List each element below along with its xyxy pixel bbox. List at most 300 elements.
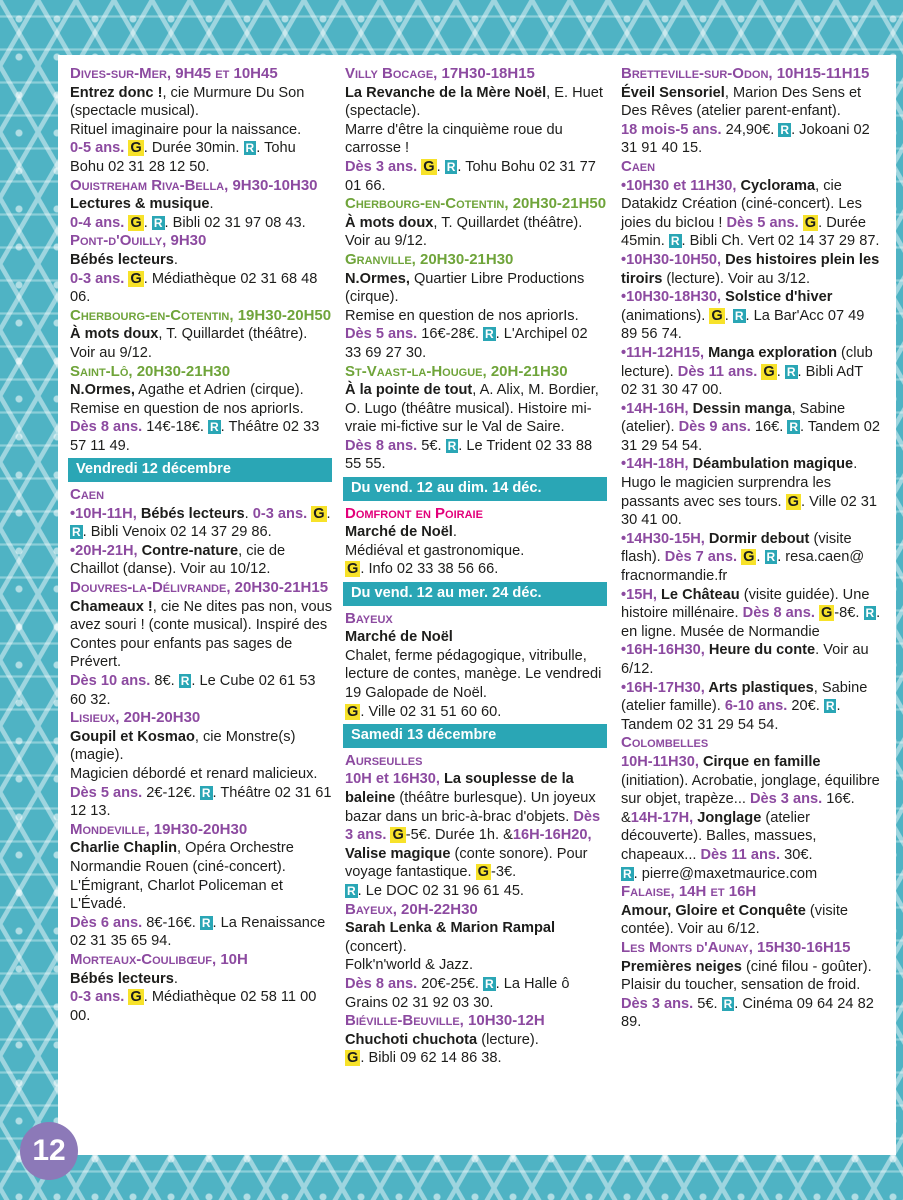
event-text: . [173, 970, 178, 987]
event-title: Chuchoti chuchota [345, 1031, 478, 1048]
agenda-page [58, 55, 896, 1155]
event-text: . Médiathèque 02 58 11 00 00. [70, 989, 317, 1024]
event-title: Valise magique [345, 845, 451, 862]
listing-line [345, 1031, 607, 1050]
event-title: Des histoires plein les tiroirs [621, 251, 880, 287]
event-title: Solstice d'hiver [725, 289, 833, 306]
event-text: Plaisir du toucher, sensation de froid. [621, 977, 861, 994]
event-title: À mots doux [70, 326, 159, 343]
listing-line [70, 84, 332, 121]
event-text: . Bibli Venoix 02 14 37 29 86. [82, 524, 272, 541]
booking-badge: R [780, 122, 790, 137]
column-1 [70, 65, 332, 1025]
event-text: 24,90€. [725, 121, 779, 138]
column-2 [345, 65, 607, 1068]
listing-line [70, 970, 332, 989]
free-badge: G [477, 864, 489, 881]
event-text: 20€-25€. [421, 975, 483, 992]
booking-badge: R [484, 976, 494, 991]
event-text: , Marion Des Sens et Des Rêves (atelier parent-enfant). [621, 84, 862, 120]
event-text: . [436, 158, 445, 175]
listing-line [621, 400, 883, 456]
event-text: Magicien débordé et renard malicieux. [70, 765, 318, 782]
listing-line [621, 995, 883, 1032]
time-age-label: Dès 3 ans. [345, 158, 422, 175]
event-title: Marché de Noël [345, 524, 453, 541]
listing-line [345, 158, 607, 195]
listing-line [70, 251, 332, 270]
event-text: . Tohu Bohu 02 31 28 12 50. [70, 140, 296, 175]
place-heading: Ouistreham Riva-Bella, 9H30-10H30 [70, 176, 318, 194]
event-text: . Bibli AdT 02 31 30 47 00. [621, 363, 863, 399]
event-text: , cie Datakidz Création (ciné-concert). Les joies du bicIou ! [621, 177, 862, 231]
booking-badge: R [670, 234, 680, 249]
event-text: . Théâtre 02 33 57 11 49. [70, 419, 320, 454]
time-age-label: •15H, [621, 586, 661, 603]
listing-line [345, 1049, 607, 1068]
time-age-label: •20H-21H, [70, 542, 142, 559]
event-text: Quartier Libre Productions (cirque). [345, 270, 585, 306]
listing-line [70, 579, 332, 598]
event-title: À mots doux [345, 214, 434, 231]
event-text: 16€. [826, 791, 855, 808]
listing-line [621, 679, 883, 735]
time-age-label: 18 mois-5 ans. [621, 121, 726, 138]
event-text: Chalet, ferme pédagogique, vitribulle, lecture de contes, manège. Le vendredi 19 Galopade de Noël. [345, 647, 602, 701]
time-age-label: Dès 6 ans. [70, 914, 147, 931]
place-heading: Saint-Lô, 20H30-21H30 [70, 362, 231, 380]
listing-line [70, 177, 332, 196]
event-title: Le Château [661, 586, 740, 603]
place-heading: Granville, 20H30-21H30 [345, 250, 514, 268]
listing-line [345, 270, 607, 307]
listing-line [345, 251, 607, 270]
event-text: . Théâtre 02 31 61 12 13. [70, 784, 332, 820]
event-text: . [209, 196, 214, 213]
listing-line [70, 542, 332, 579]
time-age-label: 0-3 ans. [70, 270, 129, 287]
event-title: Dormir debout [708, 530, 810, 547]
listing-line [70, 418, 332, 455]
listing-line [345, 214, 607, 251]
event-text: -8€. [834, 605, 864, 622]
listing-line [70, 598, 332, 672]
event-title: Amour, Gloire et Conquête [621, 902, 806, 919]
place-heading: Caen [621, 157, 656, 175]
listing-line [70, 270, 332, 307]
time-age-label: Dès 8 ans. [345, 437, 422, 454]
event-text: . [244, 505, 253, 522]
event-text: -5€. Durée 1h. & [405, 827, 513, 844]
free-badge: G [711, 307, 723, 324]
event-text: (conte sonore). Pour voyage fantastique. [345, 845, 588, 881]
event-text: (atelier découverte). Balles, massues, chapeaux... [621, 809, 817, 863]
event-text: (ciné filou - goûter). [741, 958, 872, 975]
event-title: Goupil et Kosmao [70, 728, 195, 745]
listing-line [621, 939, 883, 958]
event-text: . Durée 45min. [621, 214, 866, 250]
free-badge: G [392, 827, 404, 844]
time-age-label: •16H-17H30, [621, 679, 709, 696]
free-badge: G [313, 505, 325, 522]
listing-line [621, 809, 883, 865]
place-heading: Bayeux, 20H-22H30 [345, 900, 478, 918]
listing-line [345, 121, 607, 158]
listing-line [70, 121, 332, 140]
listing-line [70, 139, 332, 176]
time-age-label: Dès 3 ans. [749, 791, 827, 808]
event-text: , T. Quillardet (théâtre). Voir au 9/12. [345, 214, 583, 250]
free-badge: G [743, 549, 755, 566]
time-age-label: Dès 11 ans. [700, 846, 785, 863]
listing-line [621, 883, 883, 902]
event-title: Jonglage [697, 809, 762, 826]
event-text: , cie Monstre(s) (magie). [70, 728, 296, 764]
event-text: (concert). [345, 938, 407, 955]
event-text: (visite contée). Voir au 6/12. [621, 902, 849, 938]
place-heading: Bretteville-sur-Odon, 10H15-11H15 [621, 65, 870, 82]
event-text: . en ligne. Musée de Normandie [621, 605, 881, 640]
event-text: 5€. [421, 437, 446, 454]
listing-line [621, 902, 883, 939]
event-title: N.Ormes, [70, 382, 135, 399]
event-title: Heure du conte [708, 642, 816, 659]
listing-line [70, 381, 332, 418]
day-header: Du vend. 12 au dim. 14 déc. [343, 477, 607, 501]
listing-line [70, 839, 332, 913]
listing-line [345, 307, 607, 326]
time-age-label: Dès 11 ans. [677, 363, 762, 380]
booking-badge: R [201, 915, 211, 930]
event-text: . Le DOC 02 31 96 61 45. [357, 882, 524, 899]
time-age-label: Dès 3 ans. [621, 995, 698, 1012]
page-number: 12 [20, 1122, 78, 1180]
free-badge: G [347, 561, 359, 578]
place-heading: Domfront en Poiraie [345, 504, 483, 522]
event-text: , cie de Chaillot (danse). Voir au 10/12. [70, 542, 286, 578]
booking-badge: R [245, 141, 255, 156]
event-text: . Hugo le magicien surprendra les passants avec ses tours. [621, 456, 858, 510]
event-title: Chameaux ! [70, 598, 153, 615]
place-heading: Bayeux [345, 609, 393, 627]
listing-line [70, 672, 332, 709]
listing-line [70, 232, 332, 251]
listing-line [621, 288, 883, 344]
listing-line [621, 84, 883, 121]
listing-line [70, 988, 332, 1025]
booking-badge: R [734, 308, 744, 323]
listing-line [345, 84, 607, 121]
event-title: Cyclorama [740, 177, 816, 194]
event-text: . Ville 02 31 51 60 60. [360, 703, 502, 720]
listing-line [70, 307, 332, 326]
event-text: , A. Alix, M. Bordier, O. Lugo (théâtre musical). Histoire mi-vraie mi-fictive sur le Val de Saire. [345, 382, 599, 436]
listing-line [345, 901, 607, 920]
free-badge: G [804, 214, 817, 231]
listing-line [345, 505, 607, 524]
free-badge: G [347, 1050, 359, 1067]
place-heading: Cherbourg-en-Cotentin, 19H30-20H50 [70, 306, 332, 324]
listing-line [70, 325, 332, 362]
time-age-label: •14H-18H, [621, 456, 693, 473]
listing-line [345, 1012, 607, 1031]
event-text: , Sabine (atelier famille). [621, 679, 868, 715]
place-heading: St-Vaast-la-Hougue, 20H-21H30 [345, 362, 568, 380]
listing-line [621, 641, 883, 678]
listing-line [345, 325, 607, 362]
booking-badge: R [446, 159, 456, 174]
listing-line [345, 65, 607, 84]
event-title: Cirque en famille [702, 753, 821, 770]
listing-line [345, 919, 607, 956]
event-title: Charlie Chaplin [70, 840, 178, 857]
event-text: . Ville 02 31 30 41 00. [621, 493, 878, 529]
event-text: . [756, 549, 765, 566]
listing-line [70, 505, 332, 542]
day-header: Du vend. 12 au mer. 24 déc. [343, 582, 607, 606]
listing-line [621, 586, 883, 642]
listing-line [70, 65, 332, 84]
event-text: , cie Murmure Du Son (spectacle musical). [70, 84, 305, 120]
event-text: (club lecture). [621, 344, 873, 380]
event-text: (lecture). [477, 1031, 539, 1048]
booking-badge: R [766, 550, 776, 565]
time-age-label: Dès 8 ans. [70, 419, 147, 436]
listing-line [621, 177, 883, 251]
event-text: . Bibli Ch. Vert 02 14 37 29 87. [681, 233, 880, 250]
listing-line [70, 765, 332, 784]
free-badge: G [130, 270, 142, 287]
free-badge: G [787, 493, 800, 510]
listing-line [621, 121, 883, 158]
time-age-label: 6-10 ans. [724, 698, 792, 715]
event-text: . Cinéma 09 64 24 82 89. [621, 995, 874, 1031]
event-title: Bébés lecteurs [70, 251, 174, 268]
time-age-label: Dès 5 ans. [345, 326, 422, 343]
event-text: (visite guidée). Une histoire millénaire. [621, 586, 870, 622]
event-text: . La Renaissance 02 31 35 65 94. [70, 914, 326, 950]
time-age-label: 0-4 ans. [70, 214, 129, 231]
time-age-label: 0-3 ans. [70, 989, 129, 1006]
listing-line [621, 344, 883, 400]
event-text: 20€. [791, 698, 824, 715]
event-text: . [776, 363, 785, 380]
event-title: La Revanche de la Mère Noël [345, 84, 547, 101]
listing-line [345, 752, 607, 771]
listing-line [621, 958, 883, 977]
event-text: 2€-12€. [146, 784, 200, 801]
listing-line [70, 486, 332, 505]
free-badge: G [423, 158, 435, 175]
event-text: . La Halle ô Grains 02 31 92 03 30. [345, 975, 570, 1011]
event-text: Rituel imaginaire pour la naissance. [70, 121, 302, 138]
listing-line [345, 975, 607, 1012]
event-text: . [724, 307, 733, 324]
booking-badge: R [865, 606, 875, 621]
listing-line [70, 195, 332, 214]
booking-badge: R [201, 785, 211, 800]
listing-line [621, 976, 883, 995]
listing-line [70, 709, 332, 728]
column-3 [621, 65, 883, 1032]
booking-badge: R [789, 420, 798, 435]
time-age-label: 0-3 ans. [252, 505, 312, 522]
time-age-label: •10H30-10H50, [621, 251, 726, 268]
time-age-label: 0-5 ans. [70, 140, 129, 157]
listing-line [345, 770, 607, 882]
event-title: Déambulation magique [692, 456, 854, 473]
booking-badge: R [347, 883, 356, 898]
place-heading: Colombelles [621, 734, 709, 752]
event-text: (visite flash). [621, 530, 852, 566]
listing-line [70, 821, 332, 840]
event-title: La souplesse de la baleine [345, 771, 574, 806]
listing-line [621, 65, 883, 84]
place-heading: Falaise, 14H et 16H [621, 883, 757, 901]
listing-line [70, 914, 332, 951]
event-text: . Voir au 6/12. [621, 642, 869, 677]
event-text: 30€. [784, 846, 813, 863]
listing-line [621, 158, 883, 177]
event-text: . Tohu Bohu 02 31 77 01 66. [345, 158, 596, 194]
time-age-label: •14H30-15H, [621, 530, 709, 547]
free-badge: G [820, 605, 833, 622]
place-heading: Mondeville, 19H30-20H30 [70, 820, 248, 838]
place-heading: Dives-sur-Mer, 9H45 et 10H45 [70, 65, 278, 82]
event-text: . Durée 30min. [143, 140, 244, 157]
listing-line [345, 363, 607, 382]
event-text: (animations). [621, 307, 710, 324]
event-text: 8€. [154, 673, 179, 689]
event-text: . Bibli 02 31 97 08 43. [164, 214, 306, 231]
booking-badge: R [623, 866, 632, 881]
listing-line [621, 753, 883, 809]
booking-badge: R [447, 438, 457, 453]
listing-line [621, 455, 883, 529]
time-age-label: Dès 5 ans. [70, 784, 147, 801]
time-age-label: Dès 5 ans. [726, 214, 803, 231]
listing-line [621, 865, 883, 884]
event-title: Marché de Noël [345, 629, 453, 646]
event-text: . Le Cube 02 61 53 60 32. [70, 673, 316, 708]
booking-badge: R [723, 996, 733, 1011]
place-heading: Douvres-la-Délivrande, 20H30-21H15 [70, 579, 329, 597]
free-badge: G [763, 363, 775, 380]
event-text: (lecture). Voir au 3/12. [662, 270, 810, 287]
event-text: -3€. [490, 864, 517, 881]
event-text: . Info 02 33 38 56 66. [360, 561, 499, 578]
event-text: Remise en question de nos apriorIs. [345, 307, 579, 324]
event-text: 16€. [754, 419, 788, 436]
event-text: , T. Quillardet (théâtre). Voir au 9/12. [70, 326, 308, 361]
event-text: Folk'n'world & Jazz. [345, 957, 474, 974]
free-badge: G [347, 703, 359, 720]
event-text: . Bibli 09 62 14 86 38. [360, 1050, 502, 1067]
booking-badge: R [786, 364, 796, 379]
time-age-label: •10H-11H, [70, 505, 141, 522]
event-text: . Jokoani 02 31 91 40 15. [621, 121, 870, 157]
event-title: Sarah Lenka & Marion Rampal [345, 920, 556, 937]
listing-line [345, 628, 607, 647]
event-text: 14€-18€. [146, 419, 208, 436]
listing-line [345, 882, 607, 901]
event-text: (initiation). Acrobatie, jonglage, équilibre sur objet, trapèze... [621, 772, 880, 808]
event-title: Premières neiges [621, 958, 742, 975]
event-text: . [326, 505, 331, 522]
time-age-label: Dès 3 ans. [345, 808, 601, 844]
listing-line [345, 703, 607, 722]
listing-line [345, 195, 607, 214]
place-heading: Cherbourg-en-Cotentin, 20H30-21H50 [345, 195, 607, 213]
event-text: . Médiathèque 02 31 68 48 06. [70, 270, 318, 306]
event-text: Médiéval et gastronomique. [345, 542, 525, 559]
time-age-label: Dès 9 ans. [678, 419, 755, 436]
event-title: N.Ormes, [345, 270, 410, 287]
listing-line [70, 951, 332, 970]
event-text: . Le Trident 02 33 88 55 55. [345, 437, 593, 473]
place-heading: Aurseulles [345, 751, 423, 769]
time-age-label: 16H-16H20, [512, 827, 592, 844]
place-heading: Morteaux-Coulibœuf, 10H [70, 950, 248, 968]
place-heading: Les Monts d'Aunay, 15H30-16H15 [621, 938, 851, 956]
event-text: , Sabine (atelier). [621, 400, 846, 436]
time-age-label: •10H30 et 11H30, [621, 177, 741, 194]
listing-line [70, 784, 332, 821]
listing-line [345, 956, 607, 975]
booking-badge: R [72, 525, 81, 540]
listing-line [345, 610, 607, 629]
listing-line [345, 523, 607, 542]
event-text: Agathe et Adrien (cirque). Remise en question de nos apriorIs. [70, 382, 304, 417]
time-age-label: 10H et 16H30, [345, 771, 444, 788]
time-age-label: 14H-17H, [630, 809, 698, 826]
event-text: , cie Ne dites pas non, vous avez souri ! (conte musical). Inspiré des Contes pour enfants pas sages de Prévert. [70, 598, 333, 671]
event-title: Manga exploration [708, 344, 837, 361]
event-text: . resa.caen@ fracnormandie.fr [621, 549, 865, 585]
booking-badge: R [209, 420, 219, 435]
listing-line [621, 734, 883, 753]
event-title: Lectures & musique [70, 196, 210, 213]
booking-badge: R [180, 674, 190, 688]
event-title: Entrez donc ! [70, 84, 163, 101]
time-age-label: 10H-11H30, [621, 753, 703, 770]
listing-line [345, 437, 607, 474]
place-heading: Caen [70, 486, 105, 504]
listing-line [345, 560, 607, 579]
time-age-label: Dès 8 ans. [742, 605, 819, 622]
booking-badge: R [484, 327, 494, 342]
listing-line [70, 214, 332, 233]
listing-line [70, 363, 332, 382]
listing-line [621, 251, 883, 288]
time-age-label: Dès 10 ans. [70, 673, 155, 689]
time-age-label: •14H-16H, [621, 400, 693, 417]
event-title: Bébés lecteurs [140, 505, 245, 522]
time-age-label: •16H-16H30, [621, 642, 709, 659]
listing-line [345, 647, 607, 703]
free-badge: G [130, 214, 142, 231]
event-text: 8€-16€. [146, 914, 200, 931]
time-age-label: Dès 7 ans. [664, 549, 742, 566]
place-heading: Biéville-Beuville, 10H30-12H [345, 1012, 545, 1030]
listing-line [345, 381, 607, 437]
event-text: 5€. [697, 995, 722, 1012]
event-text: . L'Archipel 02 33 69 27 30. [345, 326, 588, 361]
time-age-label: Dès 8 ans. [345, 975, 422, 992]
booking-badge: R [153, 215, 163, 230]
time-age-label: •11H-12H15, [621, 344, 709, 361]
event-text: , E. Huet (spectacle). [345, 84, 603, 120]
